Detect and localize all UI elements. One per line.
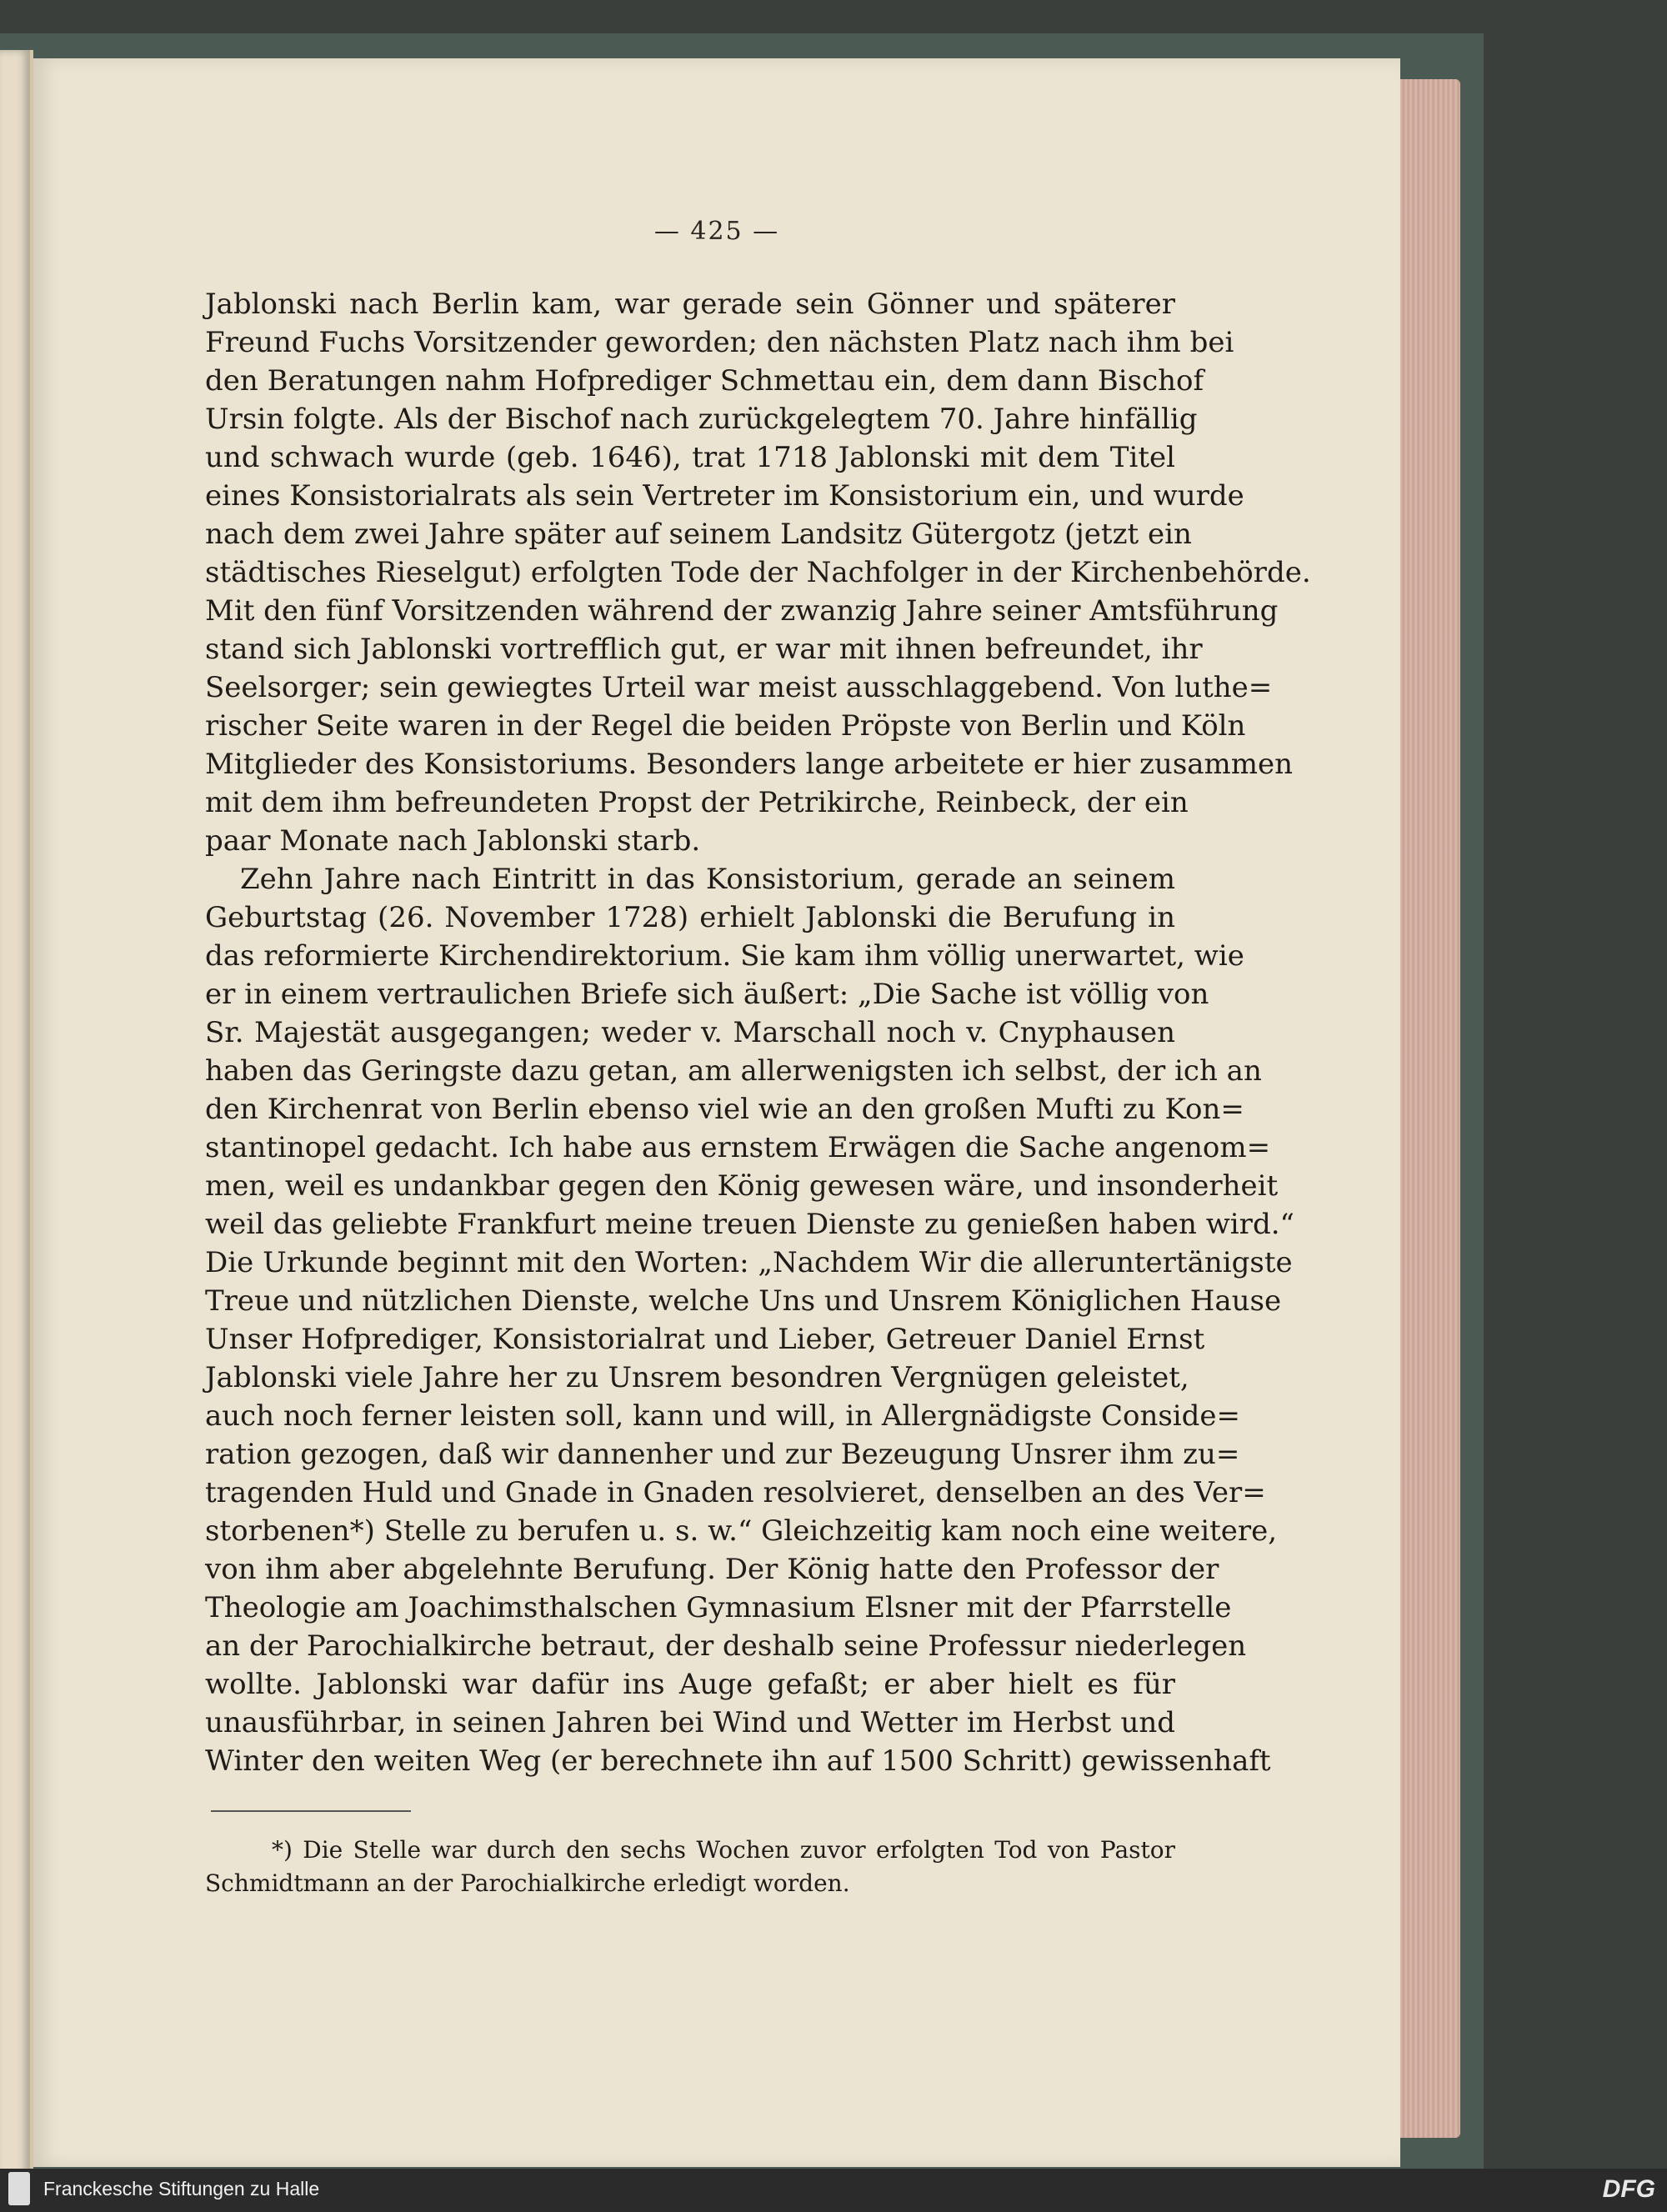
text-line: Winter den weiten Weg (er berechnete ihn auf 1500 Schritt) gewissenhaft [205, 1744, 1271, 1778]
text-line: Treue und nützlichen Dienste, welche Uns und Unsrem Königlichen Hause [205, 1284, 1282, 1318]
text-line: an der Parochialkirche betraut, der deshalb seine Professur niederlegen [205, 1629, 1247, 1663]
viewer-footer [0, 2169, 1667, 2212]
text-line: ration gezogen, daß wir dannenher und zur Bezeugung Unsrer ihm zu= [205, 1438, 1240, 1471]
footnote-line: *) Die Stelle war durch den sechs Wochen zuvor erfolgten Tod von Pastor [272, 1836, 1175, 1864]
text-line: städtisches Rieselgut) erfolgten Tode der Nachfolger in der Kirchenbehörde. [205, 556, 1311, 589]
text-line: Mit den fünf Vorsitzenden während der zwanzig Jahre seiner Amtsführung [205, 594, 1279, 628]
body-text [205, 285, 1311, 1780]
text-line: tragenden Huld und Gnade in Gnaden resolvieret, denselben an des Ver= [205, 1476, 1266, 1509]
text-line: nach dem zwei Jahre später auf seinem Landsitz Gütergotz (jetzt ein [205, 518, 1192, 551]
institution-logo-icon [8, 2172, 30, 2205]
text-line: er in einem vertraulichen Briefe sich äußert: „Die Sache ist völlig von [205, 978, 1209, 1011]
text-line: eines Konsistorialrats als sein Vertreter im Konsistorium ein, und wurde [205, 479, 1244, 513]
text-line: Jablonski nach Berlin kam, war gerade sein Gönner und späterer [205, 288, 1175, 321]
text-line: Die Urkunde beginnt mit den Worten: „Nachdem Wir die alleruntertänigste [205, 1246, 1293, 1279]
text-line: mit dem ihm befreundeten Propst der Petrikirche, Reinbeck, der ein [205, 786, 1189, 819]
text-line: Geburtstag (26. November 1728) erhielt Jablonski die Berufung in [205, 901, 1175, 934]
text-line: Seelsorger; sein gewiegtes Urteil war meist ausschlaggebend. Von luthe= [205, 671, 1273, 704]
text-line: rischer Seite waren in der Regel die beiden Pröpste von Berlin und Köln [205, 709, 1246, 743]
book-page [33, 58, 1400, 2167]
text-line: haben das Geringste dazu getan, am allerwenigsten ich selbst, der ich an [205, 1054, 1262, 1088]
text-line: storbenen*) Stelle zu berufen u. s. w.“ Gleichzeitig kam noch eine weitere, [205, 1514, 1278, 1548]
text-line: paar Monate nach Jablonski starb. [205, 824, 701, 858]
dfg-logo: DFG [1602, 2175, 1655, 2203]
text-line: stantinopel gedacht. Ich habe aus ernstem Erwägen die Sache angenom= [205, 1131, 1271, 1164]
text-line: Zehn Jahre nach Eintritt in das Konsistorium, gerade an seinem [240, 863, 1175, 896]
text-line: das reformierte Kirchendirektorium. Sie kam ihm völlig unerwartet, wie [205, 939, 1244, 973]
text-line: stand sich Jablonski vortrefflich gut, er war mit ihnen befreundet, ihr [205, 633, 1203, 666]
institution-name: Franckesche Stiftungen zu Halle [43, 2178, 320, 2199]
text-line: wollte. Jablonski war dafür ins Auge gefaßt; er aber hielt es für [205, 1668, 1175, 1701]
text-line: Theologie am Joachimsthalschen Gymnasium Elsner mit der Pfarrstelle [205, 1591, 1232, 1624]
text-line: den Beratungen nahm Hofprediger Schmettau ein, dem dann Bischof [205, 364, 1204, 398]
text-line: unausführbar, in seinen Jahren bei Wind und Wetter im Herbst und [205, 1706, 1175, 1739]
text-line: und schwach wurde (geb. 1646), trat 1718 Jablonski mit dem Titel [205, 441, 1175, 474]
text-line: Jablonski viele Jahre her zu Unsrem besondren Vergnügen geleistet, [205, 1361, 1189, 1394]
page-number: — 425 — [653, 217, 780, 246]
text-line: Mitglieder des Konsistoriums. Besonders lange arbeitete er hier zusammen [205, 748, 1294, 781]
left-page-edge [0, 50, 30, 2184]
text-line: Freund Fuchs Vorsitzender geworden; den nächsten Platz nach ihm bei [205, 326, 1234, 359]
text-line: Unser Hofprediger, Konsistorialrat und Lieber, Getreuer Daniel Ernst [205, 1323, 1205, 1356]
text-line: von ihm aber abgelehnte Berufung. Der König hatte den Professor der [205, 1553, 1219, 1586]
text-line: Sr. Majestät ausgegangen; weder v. Marschall noch v. Cnyphausen [205, 1016, 1175, 1049]
text-line: auch noch ferner leisten soll, kann und will, in Allergnädigste Conside= [205, 1399, 1241, 1433]
footnote-divider [211, 1810, 411, 1812]
footnote [205, 1834, 1175, 1900]
footnote-line: Schmidtmann an der Parochialkirche erledigt worden. [205, 1869, 850, 1897]
text-line: weil das geliebte Frankfurt meine treuen Dienste zu genießen haben wird.“ [205, 1208, 1294, 1241]
text-line: men, weil es undankbar gegen den König gewesen wäre, und insonderheit [205, 1169, 1279, 1203]
text-line: Ursin folgte. Als der Bischof nach zurückgelegtem 70. Jahre hinfällig [205, 403, 1198, 436]
text-line: den Kirchenrat von Berlin ebenso viel wie an den großen Mufti zu Kon= [205, 1093, 1244, 1126]
